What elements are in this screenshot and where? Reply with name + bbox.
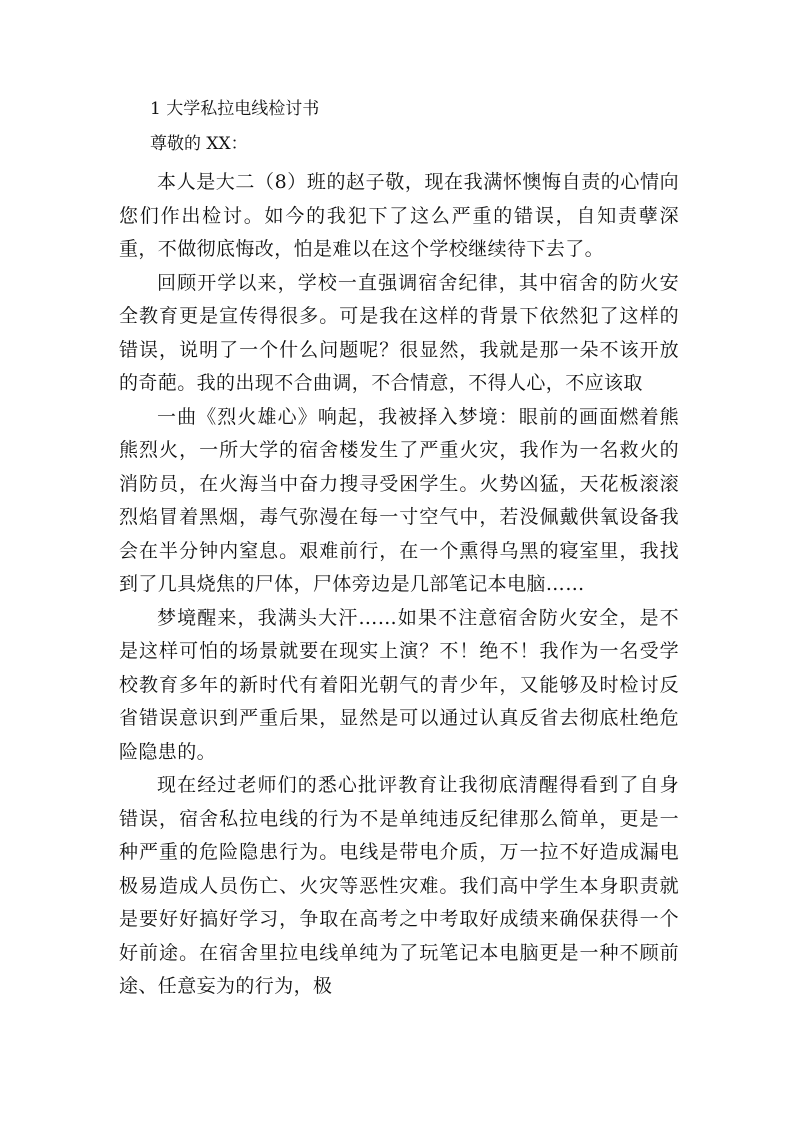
document-body (119, 166, 679, 1004)
paragraph-4: 梦境醒来，我满头大汗……如果不注意宿舍防火安全，是不是这样可怕的场景就要在现实上演？不！绝不！我作为一名受学校教育多年的新时代有着阳光朝气的青少年，又能够及时检讨反省错误意识到严重后果，显然是可以通过认真反省去彻底杜绝危险隐患的。 (119, 606, 679, 763)
paragraph-3: 一曲《烈火雄心》响起，我被择入梦境：眼前的画面燃着熊熊烈火，一所大学的宿舍楼发生了严重火灾，我作为一名救火的消防员，在火海当中奋力搜寻受困学生。火势凶猛，天花板滚滚烈焰冒着黑烟，毒气弥漫在每一寸空气中，若没佩戴供氧设备我会在半分钟内窒息。艰难前行，在一个熏得乌黑的寝室里，我找到了几具烧焦的尸体，尸体旁边是几部笔记本电脑…… (119, 405, 679, 595)
paragraph-5: 现在经过老师们的悉心批评教育让我彻底清醒得看到了自身错误，宿舍私拉电线的行为不是单纯违反纪律那么简单，更是一种严重的危险隐患行为。电线是带电介质，万一拉不好造成漏电极易造成人员伤亡、火灾等恶性灾难。我们高中学生本身职责就是要好好搞好学习，争取在高考之中考取好成绩来确保获得一个好前途。在宿舍里拉电线单纯为了玩笔记本电脑更是一种不顾前途、任意妄为的行为，极 (119, 774, 679, 997)
paragraph-1: 本人是大二（8）班的赵子敬，现在我满怀懊悔自责的心情向您们作出检讨。如今的我犯下了这么严重的错误，自知责孽深重，不做彻底悔改，怕是难以在这个学校继续待下去了。 (119, 171, 679, 260)
salutation: 尊敬的 XX： (150, 134, 248, 154)
paragraph-2: 回顾开学以来，学校一直强调宿舍纪律，其中宿舍的防火安全教育更是宣传得很多。可是我在这样的背景下依然犯了这样的错误，说明了一个什么问题呢？很显然，我就是那一朵不该开放的奇葩。我的出现不合曲调，不合情意，不得人心，不应该取 (119, 271, 679, 394)
document-title: 1 大学私拉电线检讨书 (150, 99, 320, 119)
